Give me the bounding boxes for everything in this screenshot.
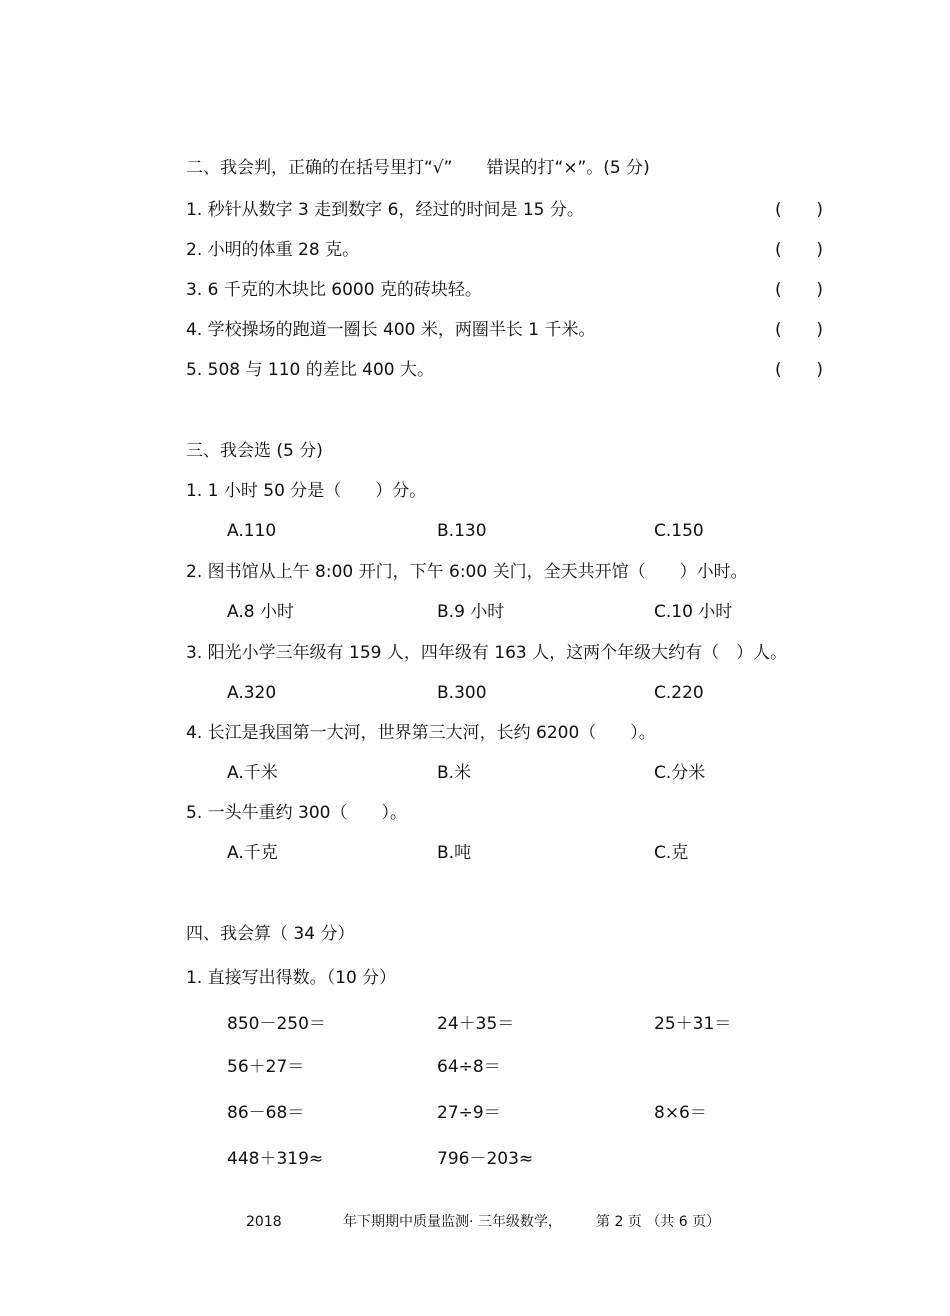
- judge-item-4: 4. 学校操场的跑道一圈长 400 米，两圈半长 1 千米。: [186, 320, 596, 340]
- paren-close: ): [816, 240, 823, 260]
- choice-option-4b: B.米: [437, 763, 472, 783]
- section3-title: 三、我会选 (5 分): [186, 441, 323, 461]
- paren-close: ): [816, 200, 823, 220]
- choice-question-3: 3. 阳光小学三年级有 159 人，四年级有 163 人，这两个年级大约有（ ）人。: [186, 643, 788, 663]
- answer-paren-3: [775, 279, 823, 301]
- choice-option-4a: A.千米: [227, 763, 278, 783]
- calc-expression-4-2: 796－203≈: [437, 1149, 534, 1169]
- choice-option-4c: C.分米: [654, 763, 706, 783]
- paren-open: (: [775, 240, 782, 260]
- judge-item-5: 5. 508 与 110 的差比 400 大。: [186, 360, 434, 380]
- paren-close: ): [816, 280, 823, 300]
- calc-expression-3-1: 86－68＝: [227, 1103, 305, 1123]
- paren-open: (: [775, 360, 782, 380]
- choice-option-5a: A.千克: [227, 843, 278, 863]
- choice-option-2a: A.8 小时: [227, 602, 294, 622]
- paren-open: (: [775, 200, 782, 220]
- judge-item-2: 2. 小明的体重 28 克。: [186, 240, 360, 260]
- answer-paren-5: [775, 359, 823, 381]
- choice-option-5b: B.吨: [437, 843, 472, 863]
- calc-expression-1-2: 24＋35＝: [437, 1014, 515, 1034]
- choice-option-2b: B.9 小时: [437, 602, 505, 622]
- choice-option-3a: A.320: [227, 683, 277, 703]
- choice-option-1c: C.150: [654, 521, 704, 541]
- calc-expression-1-1: 850－250＝: [227, 1014, 326, 1034]
- choice-question-4: 4. 长江是我国第一大河，世界第三大河，长约 6200（ ）。: [186, 723, 656, 743]
- calc-expression-1-3: 25＋31＝: [654, 1014, 732, 1034]
- footer-page: 第 2 页 （共 6 页）: [596, 1214, 721, 1230]
- paren-open: (: [775, 320, 782, 340]
- paren-close: ): [816, 360, 823, 380]
- choice-option-1b: B.130: [437, 521, 487, 541]
- choice-question-5: 5. 一头牛重约 300（ ）。: [186, 803, 407, 823]
- footer-year: 2018: [246, 1214, 282, 1230]
- answer-paren-2: [775, 239, 823, 261]
- choice-option-3b: B.300: [437, 683, 487, 703]
- choice-option-5c: C.克: [654, 843, 689, 863]
- calc-expression-2-2: 64÷8＝: [437, 1057, 501, 1077]
- judge-item-3: 3. 6 千克的木块比 6000 克的砖块轻。: [186, 280, 482, 300]
- section4-subtitle: 1. 直接写出得数。（10 分）: [186, 968, 397, 988]
- footer-title: 年下期期中质量监测· 三年级数学，: [343, 1214, 562, 1230]
- section2-title: 二、我会判，正确的在括号里打“√” 错误的打“×”。(5 分): [186, 158, 650, 178]
- choice-question-1: 1. 1 小时 50 分是（ ）分。: [186, 481, 427, 501]
- paren-open: (: [775, 280, 782, 300]
- section4-title: 四、我会算（ 34 分）: [186, 924, 355, 944]
- choice-option-3c: C.220: [654, 683, 704, 703]
- choice-option-2c: C.10 小时: [654, 602, 733, 622]
- calc-expression-2-1: 56＋27＝: [227, 1057, 305, 1077]
- answer-paren-4: [775, 319, 823, 341]
- calc-expression-4-1: 448＋319≈: [227, 1149, 324, 1169]
- paren-close: ): [816, 320, 823, 340]
- judge-item-1: 1. 秒针从数字 3 走到数字 6，经过的时间是 15 分。: [186, 200, 584, 220]
- choice-option-1a: A.110: [227, 521, 277, 541]
- calc-expression-3-2: 27÷9＝: [437, 1103, 501, 1123]
- choice-question-2: 2. 图书馆从上午 8:00 开门，下午 6:00 关门，全天共开馆（ ）小时。: [186, 562, 748, 582]
- calc-expression-3-3: 8×6＝: [654, 1103, 707, 1123]
- answer-paren-1: [775, 199, 823, 221]
